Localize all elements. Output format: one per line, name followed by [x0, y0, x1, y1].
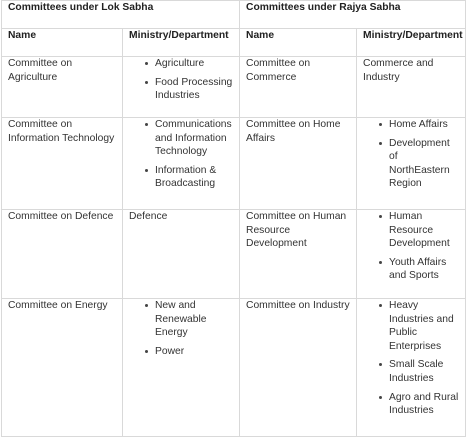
rajya-ministry-cell [357, 299, 466, 437]
table-row [2, 57, 466, 118]
rajya-committee-name: Committee on Commerce [240, 57, 357, 118]
table-row [2, 299, 466, 437]
ministry-list [363, 210, 459, 283]
lok-ministry-cell [123, 118, 240, 210]
lok-name-header: Name [2, 29, 123, 57]
list-item: Youth Affairs and Sports [389, 256, 459, 283]
ministry-list [129, 299, 233, 358]
rajya-committee-name: Committee on Human Resource Development [240, 210, 357, 299]
list-item: Home Affairs [389, 118, 459, 132]
rajya-ministry-cell [357, 57, 466, 118]
rajya-ministry-header: Ministry/Department [357, 29, 466, 57]
lok-ministry-cell [123, 210, 240, 299]
list-item: Power [155, 345, 233, 359]
lok-ministry-header: Ministry/Department [123, 29, 240, 57]
committees-table [1, 0, 466, 437]
table-row [2, 118, 466, 210]
group-header-row [2, 1, 466, 29]
lok-ministry-cell [123, 57, 240, 118]
list-item: Agriculture [155, 57, 233, 71]
list-item: New and Renewable Energy [155, 299, 233, 340]
list-item: Information & Broadcasting [155, 164, 233, 191]
rajya-committee-name: Committee on Home Affairs [240, 118, 357, 210]
lok-ministry-cell [123, 299, 240, 437]
rajya-name-header: Name [240, 29, 357, 57]
table-row [2, 210, 466, 299]
rajya-ministry-cell [357, 118, 466, 210]
ministry-list [363, 299, 459, 418]
lok-committee-name: Committee on Defence [2, 210, 123, 299]
rajya-sabha-header: Committees under Rajya Sabha [240, 1, 466, 29]
ministry-text: Defence [129, 211, 168, 222]
list-item: Food Processing Industries [155, 76, 233, 102]
list-item: Communications and Information Technology [155, 119, 232, 158]
list-item: Small Scale Industries [389, 358, 459, 385]
list-item: Development of NorthEastern Region [389, 137, 459, 191]
list-item: Agro and Rural Industries [389, 391, 459, 417]
list-item: Human Resource Development [389, 210, 459, 251]
ministry-list [129, 57, 233, 103]
column-header-row [2, 29, 466, 57]
ministry-list [363, 118, 459, 191]
rajya-ministry-cell [357, 210, 466, 299]
lok-committee-name: Committee on Agriculture [2, 57, 123, 118]
ministry-list [129, 118, 233, 191]
ministry-text: Commerce and Industry [363, 58, 434, 83]
lok-sabha-header: Committees under Lok Sabha [2, 1, 240, 29]
list-item: Heavy Industries and Public Enterprises [389, 299, 459, 353]
rajya-committee-name: Committee on Industry [240, 299, 357, 437]
lok-committee-name: Committee on Information Technology [2, 118, 123, 210]
lok-committee-name: Committee on Energy [2, 299, 123, 437]
